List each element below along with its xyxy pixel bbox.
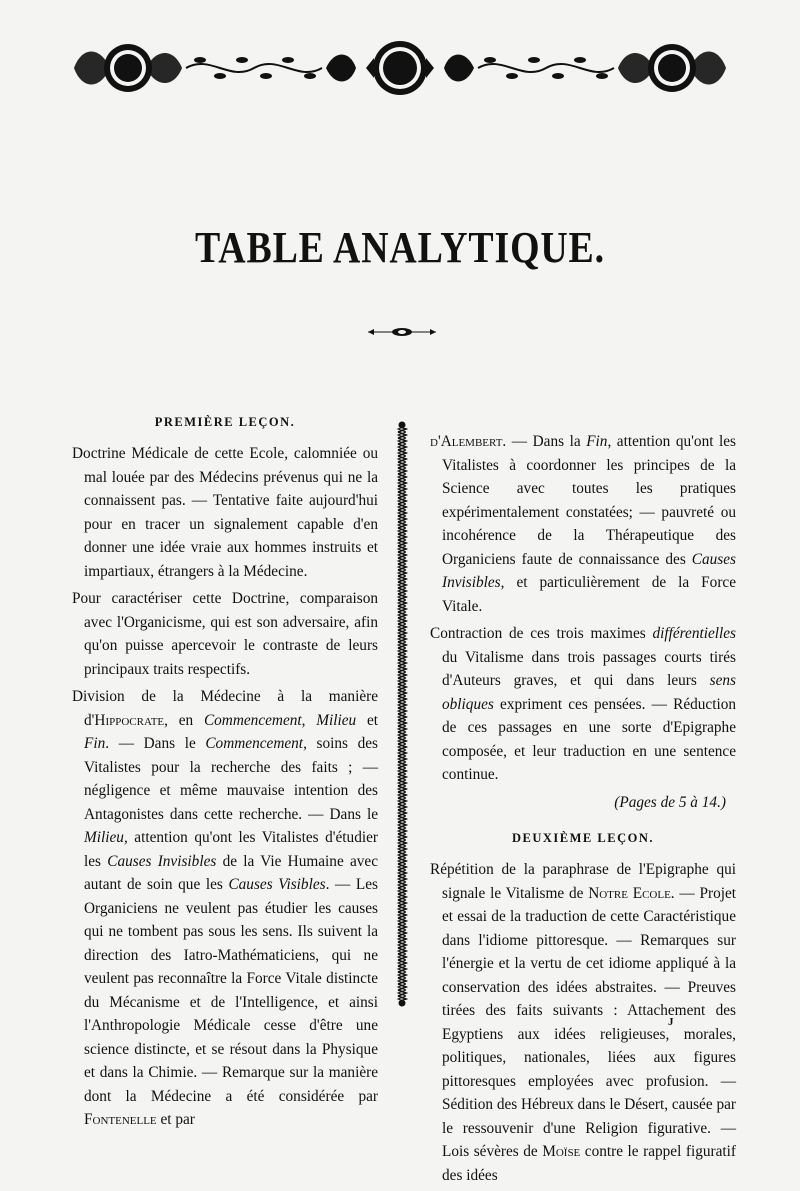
paragraph: Division de la Médecine à la manière d'Hippocrate, en Commencement, Milieu et Fin. — Dans le Commencement, soins des Vitalistes pour la recherche des faits ; — négligence et même mauvaise intention des Antagonistes dans cette recherche. — Dans le Milieu, attention qu'ont les Vitalistes d'étudier les Causes Invisibles de la Vie Humaine avec autant de soin que les Causes Visibles. — Les Organiciens ne veulent pas étudier les causes qui ne tombent pas sous les sens. Ils suivent la direction des Iatro-Mathématiciens, qui ne veulent pas reconnaître la Force Vitale distincte du Mécanisme et de l'Intelligence, et ainsi l'Anthropologie Médicale cesse d'être une science distincte, et se résout dans la Physique et dans la Chimie. — Remarque sur la manière dont la Médecine a été considérée par Fontenelle et par [72,688,379,1128]
lesson-heading-second: DEUXIÈME LEÇON. [512,831,654,845]
paragraph: Répétition de la paraphrase de l'Epigraphe qui signale le Vitalisme de Notre Ecole. — Projet et essai de la traduction de cette Caractéristique dans l'idiome pittoresque. — Remarques sur l'énergie et la vertu de cet idiome appliqué à la conservation des idées abstraites. — Preuves tirées des faits suivants : Attachement des Egyptiens aux idées religieuses, morales, politiques, nationales, liées aux figures pittoresques employées avec profusion. — Sédition des Hébreux dans le Désert, causée par le ressouvenir d'une Religion figurative. — Lois sévères de Moïse contre le rappel figuratif des idées [430,861,737,1184]
decorative-header-band-icon [70,40,730,96]
paragraph: Pour caractériser cette Doctrine, comparaison avec l'Organicisme, qui est son adversaire, afin qu'on puisse apercevoir le contraste de leurs principaux traits respectifs. [72,590,378,678]
page-reference: (Pages de 5 à 14.) [614,793,726,811]
column-divider-icon [396,420,408,1008]
decorative-divider-icon [368,326,436,338]
lesson-heading-first: PREMIÈRE LEÇON. [154,415,296,429]
left-column [72,412,378,1136]
page-title: TABLE ANALYTIQUE. [195,223,605,272]
right-column [430,430,736,1191]
signature-mark: J [668,1016,674,1028]
paragraph: Doctrine Médicale de cette Ecole, calomniée ou mal louée par des Médecins prévenus qui ne la connaissent pas. — Tentative faite aujourd'hui pour en tracer un signalement capable d'en donner une idée vraie aux hommes instruits et impartiaux, étrangers à la Médecine. [72,445,378,580]
paragraph: Contraction de ces trois maximes différentielles du Vitalisme dans trois passages courts tirés d'Auteurs graves, et qui dans leurs sens obliques expriment ces pensées. — Réduction de ces passages en une sorte d'Epigraphe composée, et leur traduction en une sentence continue. [430,625,736,783]
paragraph: d'Alembert. — Dans la Fin, attention qu'ont les Vitalistes à coordonner les principes de la Science avec toutes les pratiques expérimentalement constatées; — pauvreté ou incohérence de la Thérapeutique des Organiciens faute de connaissance des Causes Invisibles, et particulièrement de la Force Vitale. [430,433,736,615]
